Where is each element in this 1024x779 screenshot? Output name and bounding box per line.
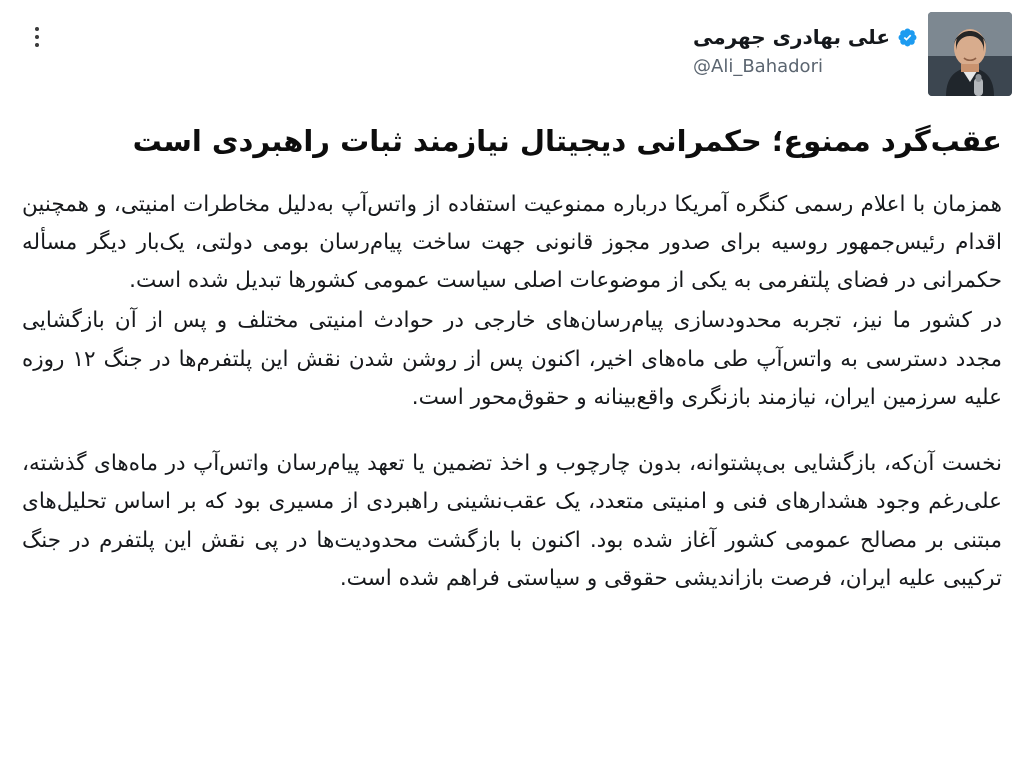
author-handle[interactable]: @Ali_Bahadori: [693, 56, 823, 77]
article-paragraph: در کشور ما نیز، تجربه محدودسازی پیام‌رسان‌های خارجی در حوادث امنیتی مختلف و پس از آن بازگشایی مجدد دسترسی به واتس‌آپ طی ماه‌های اخیر، اکنون پس از روشن شدن نقش این پلتفرم‌ها در جنگ ۱۲ روزه علیه سرزمین ایران، نیازمند بازنگری واقع‌بینانه و حقوق‌محور است.: [22, 308, 1002, 410]
kebab-dot: [35, 35, 39, 39]
kebab-dot: [35, 27, 39, 31]
author-block[interactable]: [693, 12, 1012, 96]
kebab-menu-icon[interactable]: [26, 22, 48, 52]
article-title: عقب‌گرد ممنوع؛ حکمرانی دیجیتال نیازمند ثبات راهبردی است: [132, 124, 1002, 158]
post-header: [0, 0, 1024, 104]
author-text: [693, 12, 918, 77]
article-paragraph: همزمان با اعلام رسمی کنگره آمریکا درباره ممنوعیت استفاده از واتس‌آپ به‌دلیل مخاطرات امنیتی، و همچنین اقدام رئیس‌جمهور روسیه برای صدور مجوز قانونی جهت ساخت پیام‌رسان بومی دولتی، یک‌بار دیگر مسأله حکمرانی در فضای پلتفرمی به یکی از موضوعات اصلی سیاست عمومی کشورها تبدیل شده است.: [22, 191, 1002, 294]
author-name-row: [693, 24, 918, 50]
kebab-dot: [35, 43, 39, 47]
verified-badge-icon: [897, 27, 918, 48]
article-paragraph: نخست آن‌که، بازگشایی بی‌پشتوانه، بدون چارچوب و اخذ تضمین یا تعهد پیام‌رسان واتس‌آپ در ماه‌های گذشته، علی‌رغم وجود هشدارهای فنی و امنیتی متعدد، یک عقب‌نشینی راهبردی از مسیری بود که بر اساس تحلیل‌های مبتنی بر مصالح عمومی کشور آغاز شده بود. اکنون با بازگشت محدودیت‌ها در پی نقش این پلتفرم در جنگ ترکیبی علیه ایران، فرصت بازاندیشی حقوقی و سیاستی فراهم شده است.: [22, 451, 1002, 591]
article: [0, 104, 1024, 598]
article-body: [22, 186, 1002, 599]
author-name: علی بهادری جهرمی: [693, 25, 890, 49]
author-avatar-photo[interactable]: [928, 12, 1012, 96]
